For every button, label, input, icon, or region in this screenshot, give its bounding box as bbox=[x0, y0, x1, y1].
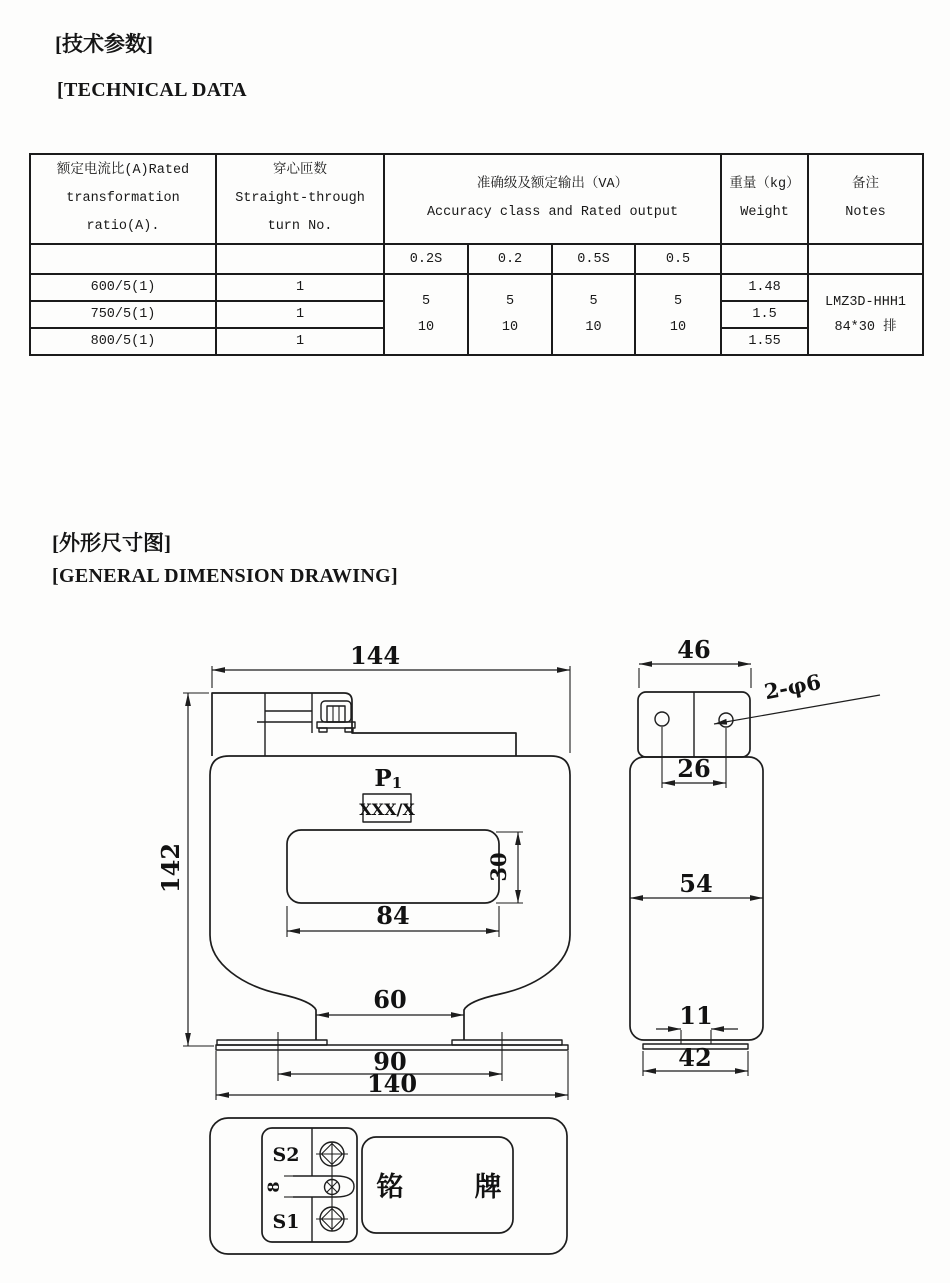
cell-weight-600: 1.48 bbox=[721, 274, 808, 301]
bottom-view bbox=[210, 1118, 567, 1254]
header-turns-en1: Straight-through bbox=[235, 191, 365, 206]
subheader-class-05: 0.5 bbox=[635, 244, 721, 274]
side-hole-right bbox=[719, 713, 733, 727]
side-holes-callout bbox=[714, 669, 880, 724]
front-p1-label: P bbox=[374, 765, 392, 792]
front-dim-84 bbox=[287, 901, 499, 937]
output-05-v2: 10 bbox=[669, 319, 687, 335]
cell-turns-800: 1 bbox=[216, 328, 384, 355]
terminal-label-s2: S2 bbox=[272, 1144, 300, 1166]
front-terminal-block bbox=[212, 693, 516, 756]
cell-ratio-750: 750/5(1) bbox=[30, 301, 216, 328]
header-notes-zh: 备注 bbox=[852, 177, 880, 192]
cell-weight-750: 1.5 bbox=[721, 301, 808, 328]
header-turns-en2: turn No. bbox=[267, 219, 333, 234]
front-p1-sub: 1 bbox=[391, 774, 403, 792]
section-title-dimension-en: [GENERAL DIMENSION DRAWING] bbox=[52, 565, 398, 587]
output-02s-v2: 10 bbox=[417, 319, 435, 335]
header-accuracy-en: Accuracy class and Rated output bbox=[426, 205, 679, 220]
svg-text:26: 26 bbox=[677, 754, 711, 783]
header-rated-ratio-zh: 额定电流比(A)Rated bbox=[56, 163, 190, 178]
header-weight-zh: 重量（kg） bbox=[729, 177, 800, 192]
cell-ratio-600: 600/5(1) bbox=[30, 274, 216, 301]
svg-text:60: 60 bbox=[373, 985, 407, 1014]
section-title-technical-en: [TECHNICAL DATA bbox=[57, 79, 247, 101]
section-title-dimension-zh: [外形尺寸图] bbox=[52, 531, 171, 555]
front-window bbox=[287, 830, 499, 903]
header-accuracy-zh: 准确级及额定输出（VA） bbox=[476, 177, 629, 192]
cell-turns-600: 1 bbox=[216, 274, 384, 301]
svg-text:30: 30 bbox=[486, 852, 511, 882]
svg-text:142: 142 bbox=[156, 842, 185, 894]
header-rated-ratio-en2: ratio(A). bbox=[86, 219, 160, 234]
header-notes-en: Notes bbox=[845, 205, 886, 220]
nameplate-text-2: 牌 bbox=[474, 1172, 502, 1203]
front-dim-30 bbox=[486, 832, 523, 903]
front-view bbox=[156, 641, 570, 1100]
cell-turns-750: 1 bbox=[216, 301, 384, 328]
cell-ratio-800: 800/5(1) bbox=[30, 328, 216, 355]
svg-text:54: 54 bbox=[679, 869, 713, 898]
subheader-class-05s: 0.5S bbox=[552, 244, 635, 274]
side-hole-left bbox=[655, 712, 669, 726]
section-title-technical-zh: [技术参数] bbox=[55, 32, 153, 56]
output-05-v1: 5 bbox=[673, 293, 683, 309]
subheader-class-02s: 0.2S bbox=[384, 244, 468, 274]
front-ratio-box-text: XXX/X bbox=[359, 800, 415, 819]
terminal-label-s1: S1 bbox=[272, 1211, 300, 1233]
svg-text:46: 46 bbox=[677, 635, 711, 664]
side-dim-46 bbox=[639, 635, 751, 688]
front-dim-60 bbox=[316, 985, 464, 1015]
front-dim-142 bbox=[156, 693, 214, 1046]
svg-text:140: 140 bbox=[366, 1069, 418, 1098]
bottom-slot bbox=[293, 1176, 354, 1197]
svg-text:90: 90 bbox=[373, 1047, 407, 1076]
terminal-screw-s1-icon bbox=[316, 1207, 348, 1231]
svg-text:42: 42 bbox=[678, 1043, 712, 1072]
output-02-v1: 5 bbox=[505, 293, 515, 309]
terminal-screw-s2-icon bbox=[316, 1142, 348, 1166]
front-terminal-screw-icon bbox=[317, 701, 355, 732]
cell-weight-800: 1.55 bbox=[721, 328, 808, 355]
notes-busbar: 84*30 排 bbox=[834, 319, 897, 335]
svg-text:144: 144 bbox=[349, 641, 401, 670]
side-dim-11 bbox=[656, 1001, 738, 1030]
header-weight-en: Weight bbox=[740, 205, 789, 220]
side-view bbox=[630, 635, 880, 1076]
header-turns-zh: 穿心匝数 bbox=[273, 163, 327, 178]
notes-model: LMZ3D-HHH1 bbox=[825, 294, 907, 310]
output-02-v2: 10 bbox=[501, 319, 519, 335]
side-dim-42 bbox=[643, 1043, 748, 1076]
side-dim-54 bbox=[630, 869, 763, 898]
svg-text:11: 11 bbox=[679, 1001, 713, 1030]
terminal-screw-middle-icon bbox=[325, 1180, 340, 1195]
output-05s-v2: 10 bbox=[585, 319, 602, 335]
svg-text:2-φ6: 2-φ6 bbox=[762, 668, 823, 705]
output-05s-v1: 5 bbox=[589, 293, 598, 309]
header-rated-ratio-en1: transformation bbox=[66, 191, 180, 206]
nameplate-text-1: 铭 bbox=[376, 1172, 404, 1203]
subheader-class-02: 0.2 bbox=[468, 244, 552, 274]
output-02s-v1: 5 bbox=[421, 293, 431, 309]
slot-dim-8: 8 bbox=[264, 1181, 283, 1193]
svg-text:84: 84 bbox=[376, 901, 410, 930]
